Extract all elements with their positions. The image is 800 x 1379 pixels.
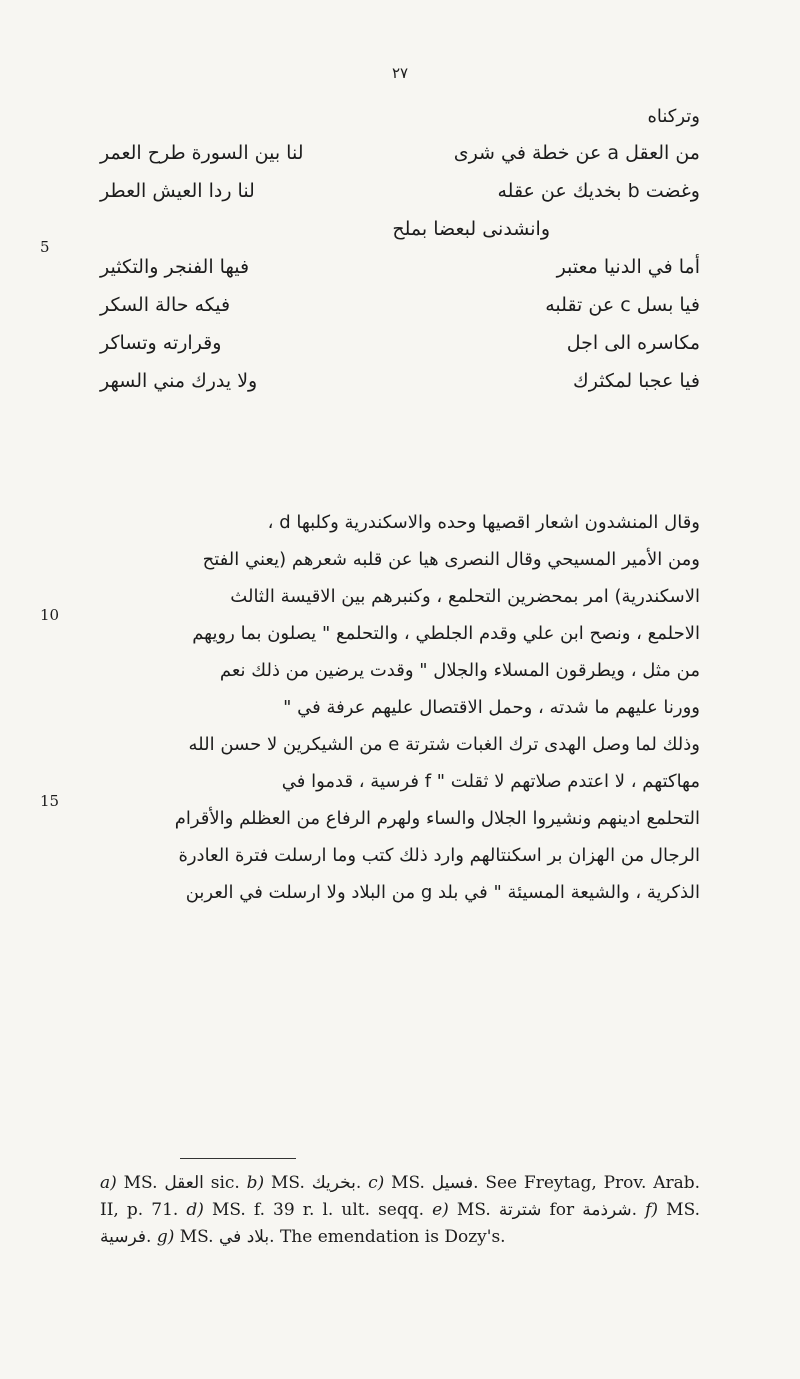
footnote-text: MS. شترتة for شرذمة. [456, 1200, 638, 1220]
prose-line: من مثل ، ويطرقون المسلاء والجلال " وقدت يرضين من ذلك نعم [219, 660, 700, 681]
prose-line: مهاكتهم ، لا اعتدم صلاتهم لا ثقلت " f فرسية ، قدموا في [281, 771, 700, 792]
verse-line [100, 248, 700, 286]
verse-hemistich-left: فيكه حالة السكر [100, 294, 231, 316]
line-number-15: 15 [40, 792, 60, 810]
verse-hemistich-right: مكاسره الى اجل [566, 332, 700, 354]
verse-line [100, 134, 700, 172]
verse-hemistich-right: فيا عجبا لمكثرك [573, 370, 700, 392]
footnote-mark: d) [186, 1200, 204, 1220]
footnote-text: MS. فرسية. [100, 1200, 701, 1247]
footnote [186, 1200, 424, 1220]
footnote-text: MS. f. 39 r. l. ult. seqq. [211, 1200, 425, 1220]
footnote-mark: g) [156, 1227, 175, 1247]
verse-hemistich-left: لنا بين السورة طرح العمر [100, 142, 304, 164]
footnote [100, 1173, 240, 1193]
prose-line: الاسكندرية) امر بمحضرين التحلمع ، وكنبرهم بين الاقيسة الثالث [230, 586, 700, 607]
line-number-10: 10 [40, 606, 60, 624]
verse-hemistich-right: من العقل a عن خطة في شرى [453, 142, 700, 164]
verse-block [100, 100, 700, 400]
prose-line: وذلك لما وصل الهدى ترك الغبات شترتة e من الشيكرين لا حسن الله [188, 734, 700, 755]
footnote [157, 1227, 506, 1247]
prose-block [100, 504, 700, 911]
verse-hemistich-right: فيا بسل c عن تقلبه [545, 294, 700, 316]
verse-hemistich-right: أما في الدنيا معتبر [556, 256, 700, 278]
verse-hemistich-left: وقرارته وتساكر [100, 332, 222, 354]
verse-line [100, 286, 700, 324]
verse-line [100, 324, 700, 362]
footnote-mark: a) [100, 1173, 117, 1193]
footnote [247, 1173, 362, 1193]
verse-hemistich-right: وغضت b بخديك عن عقله [497, 180, 700, 202]
prose-line: الذكرية ، والشيعة المسيئة " في بلد g من البلاد ولا ارسلت في العربن [185, 882, 700, 903]
footnote-text: MS. فسيل. See Freytag, Prov. Arab. II, p. 71. [100, 1173, 701, 1220]
footnote-mark: f) [645, 1200, 659, 1220]
prose-line: التحلمع ادينهم ونشيروا الجلال والساء ولهرم الرفاع من العظلم والأقرام [174, 808, 700, 829]
prose-line: وورنا عليهم ما شدته ، وحمل الاقتصال عليهم عرفة في " [283, 697, 700, 718]
prose-line: وقال المنشدون اشعار اقصيها وحده والاسكندرية وكلبها d ، [267, 512, 700, 533]
footnote-text: MS. العقل sic. [123, 1173, 240, 1193]
footnote-mark: e) [432, 1200, 449, 1220]
verse-line [100, 172, 700, 210]
verse-hemistich-left: لنا ردا العيش العطر [100, 180, 255, 202]
footnotes [100, 1170, 700, 1251]
footnote [432, 1200, 637, 1220]
footnote-mark: c) [368, 1173, 385, 1193]
verse-heading: وانشدنى لبعضا بملح [392, 218, 550, 240]
verse-hemistich-left: ولا يدرك مني السهر [100, 370, 258, 392]
footnote-text: MS. بلاد في. The emendation is Dozy's. [179, 1227, 506, 1247]
page-number: ٢٧ [391, 64, 409, 82]
verse-hemistich-left: فيها الفنجر والتكثير [100, 256, 250, 278]
line-number-5: 5 [40, 238, 50, 256]
footnote-rule [180, 1158, 296, 1159]
footnote-mark: b) [246, 1173, 265, 1193]
verse-line [100, 362, 700, 400]
prose-line: الاحلمع ، ونصح ابن علي وقدم الجلطي ، والتحلمع " يصلون بما رويهم [192, 623, 700, 644]
prose-line: ومن الأمير المسيحي وقال النصرى هيا عن قلبه شعرهم (يعني الفتح [202, 549, 700, 570]
verse-line [100, 210, 700, 248]
verse-opening: وتركناه [647, 106, 700, 127]
footnote-text: MS. بخريك. [271, 1173, 362, 1193]
arabic-text-body [100, 100, 700, 911]
prose-line: الرجال من الهزان بر اسكنتالهم وارد ذلك كتب وما ارسلت فترة العادرة [178, 845, 700, 866]
